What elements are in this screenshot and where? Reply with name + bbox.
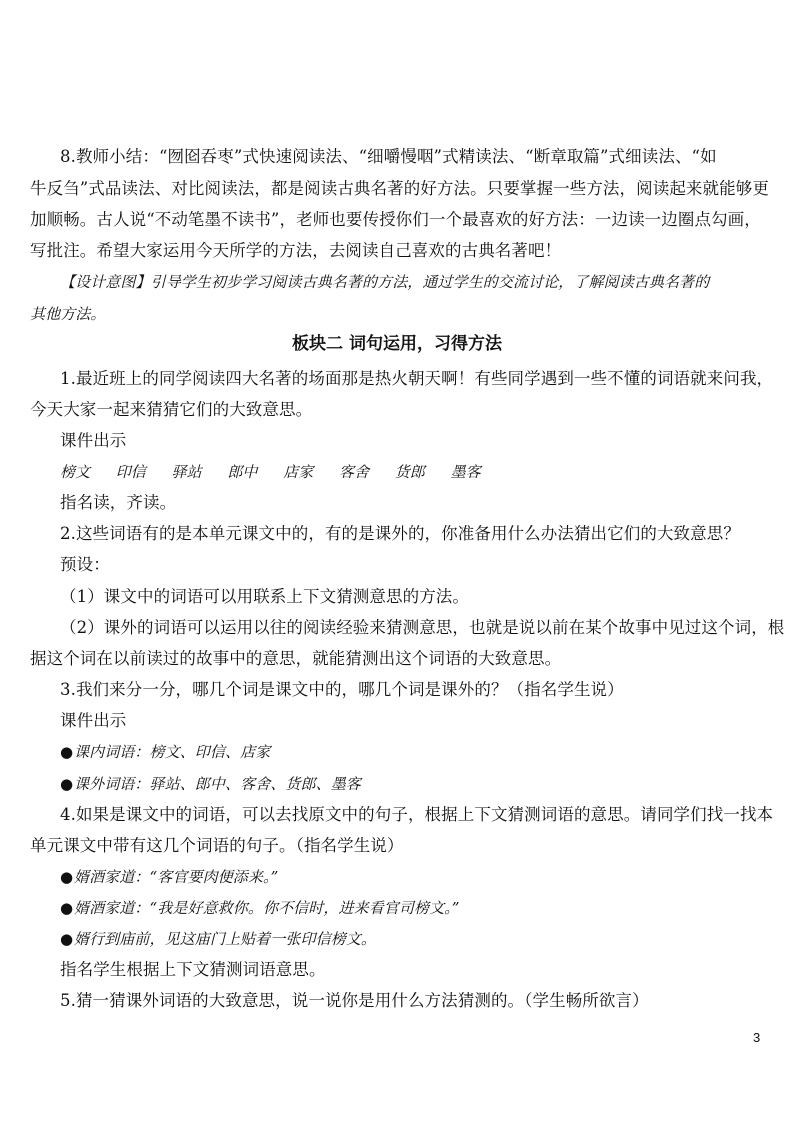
paragraph-line: 牛反刍”式品读法、对比阅读法，都是阅读古典名著的好方法。只要掌握一些方法，阅读起来就能够更	[30, 179, 769, 198]
paragraph-line: （2）课外的词语可以运用以往的阅读经验来猜测意思，也就是说以前在某个故事中见过这个词，根	[60, 618, 785, 637]
word-item: 印信	[115, 463, 146, 481]
bullet-text: 课外词语：驿站、郎中、客舍、货郎、墨客	[74, 775, 361, 793]
paragraph-line: 1.最近班上的同学阅读四大名著的场面那是热火朝天啊！有些同学遇到一些不懂的词语就来问我，	[60, 369, 774, 388]
paragraph-line: 3.我们来分一分，哪几个词是课文中的，哪几个词是课外的？（指名学生说）	[60, 680, 624, 699]
word-item: 驿站	[171, 463, 202, 481]
quote-item	[60, 929, 376, 949]
quote-item	[60, 867, 278, 887]
word-item: 墨客	[450, 463, 481, 481]
courseware-label: 课件出示	[60, 431, 127, 450]
paragraph-line: 据这个词在以前读过的故事中的意思，就能猜测出这个词语的大致意思。	[30, 649, 562, 668]
word-list	[60, 462, 502, 482]
quote-text: 婿行到庙前，见这庙门上贴着一张印信榜文。	[74, 930, 377, 948]
paragraph-line: 加顺畅。古人说“不动笔墨不读书”，老师也要传授你们一个最喜欢的好方法：一边读一边圈点勾画，	[30, 210, 761, 229]
page-number: 3	[753, 1030, 761, 1045]
word-item: 店家	[283, 463, 314, 481]
quote-text: 婿酒家道：“我是好意救你。你不信时，进来看官司榜文。”	[74, 899, 460, 917]
paragraph-line: 单元课文中带有这几个词语的句子。（指名学生说）	[30, 836, 404, 855]
quote-item	[60, 898, 460, 918]
bullet-item	[60, 774, 361, 794]
word-item: 郎中	[227, 463, 258, 481]
bullet-icon: ●	[60, 930, 74, 948]
paragraph-line: 4.如果是课文中的词语，可以去找原文中的句子，根据上下文猜测词语的意思。请同学们找一找本	[60, 805, 774, 824]
bullet-text: 课内词语：榜文、印信、店家	[74, 743, 271, 761]
design-intent-line: 其他方法。	[30, 305, 106, 323]
paragraph-line: 5.猜一猜课外词语的大致意思，说一说你是用什么方法猜测的。（学生畅所欲言）	[60, 991, 649, 1010]
word-item: 客舍	[338, 463, 369, 481]
word-item: 榜文	[60, 463, 91, 481]
bullet-icon: ●	[60, 743, 74, 761]
courseware-label: 课件出示	[60, 711, 127, 730]
bullet-icon: ●	[60, 899, 74, 917]
instruction-line: 指名学生根据上下文猜测词语意思。	[60, 960, 326, 979]
paragraph-line: 2.这些词语有的是本单元课文中的，有的是课外的，你准备用什么办法猜出它们的大致意思？	[60, 524, 740, 543]
instruction-line: 指名读，齐读。	[60, 493, 177, 512]
bullet-item	[60, 742, 270, 762]
paragraph-line: （1）课文中的词语可以用联系上下文猜测意思的方法。	[60, 587, 469, 606]
bullet-icon: ●	[60, 775, 74, 793]
paragraph-line: 8.教师小结：“囫囵吞枣”式快速阅读法、“细嚼慢咽”式精读法、“断章取篇”式细读法、“如	[60, 147, 717, 166]
quote-text: 婿酒家道：“客官要肉便添来。”	[74, 868, 279, 886]
section-heading: 板块二 词句运用，习得方法	[292, 334, 502, 354]
design-intent-line: 【设计意图】引导学生初步学习阅读古典名著的方法，通过学生的交流讨论，了解阅读古典名著的	[60, 273, 710, 291]
preset-label: 预设：	[60, 555, 110, 574]
word-item: 货郎	[394, 463, 425, 481]
bullet-icon: ●	[60, 868, 74, 886]
paragraph-line: 今天大家一起来猜猜它们的大致意思。	[30, 400, 313, 419]
paragraph-line: 写批注。希望大家运用今天所学的方法，去阅读自己喜欢的古典名著吧！	[30, 241, 562, 260]
